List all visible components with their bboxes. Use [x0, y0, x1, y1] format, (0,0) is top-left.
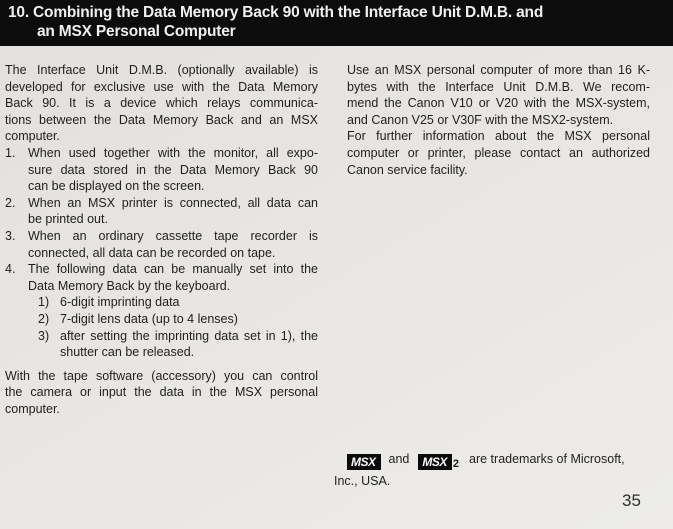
trademark-note	[334, 451, 666, 489]
page-number: 35	[622, 491, 641, 510]
section-header-bar	[0, 0, 673, 46]
list-item-2	[5, 195, 318, 228]
trademark-line-2: Inc., USA.	[334, 473, 391, 488]
right-paragraph-2: For further information about the MSX personal computer or printer, please contact an authorized Canon service facility.	[347, 129, 650, 177]
sub-item-3-number: 3)	[38, 328, 50, 343]
sub-item-2	[38, 311, 318, 328]
trademark-and-text: and	[388, 452, 410, 466]
list-item-1-number: 1.	[5, 145, 16, 160]
list-item-1-text: When used together with the monitor, all expo- sure data stored in the Data Memory Back 90 can be displayed on the screen.	[28, 145, 318, 194]
intro-paragraph: The Interface Unit D.M.B. (optionally available) is developed for exclusive use with the Data Memory Back 90. It is a device which relays communica- tions between the Data Memory Back and an MSX computer.	[5, 63, 318, 144]
list-item-4	[5, 261, 318, 294]
closing-paragraph: With the tape software (accessory) you can control the camera or input the data in the MSX personal computer.	[5, 368, 318, 416]
sub-list	[38, 294, 318, 360]
list-item-4-number: 4.	[5, 262, 16, 277]
sub-item-2-text: 7-digit lens data (up to 4 lenses)	[60, 311, 238, 326]
msx-logo: MSX	[347, 454, 381, 470]
right-column	[347, 62, 650, 178]
sub-item-2-number: 2)	[38, 311, 50, 326]
sub-item-1-number: 1)	[38, 295, 50, 310]
sub-item-1	[38, 294, 318, 311]
list-item-2-text: When an MSX printer is connected, all data can be printed out.	[28, 195, 318, 227]
list-item-1	[5, 145, 318, 195]
trademark-text: are trademarks of Microsoft,	[469, 452, 625, 466]
section-title-line-1: 10. Combining the Data Memory Back 90 with the Interface Unit D.M.B. and	[8, 4, 544, 21]
list-item-2-number: 2.	[5, 195, 16, 210]
msx2-logo: MSX	[418, 454, 452, 470]
list-item-3	[5, 228, 318, 261]
sub-item-3	[38, 328, 318, 361]
msx2-logo-suffix: 2	[452, 458, 460, 470]
left-column	[5, 62, 318, 417]
sub-item-1-text: 6-digit imprinting data	[60, 295, 180, 310]
list-item-3-number: 3.	[5, 228, 16, 243]
right-paragraph-1: Use an MSX personal computer of more than 16 K- bytes with the Interface Unit D.M.B. We recom- mend the Canon V10 or V20 with the MSX-system, and Canon V25 or V30F with the MSX2-system.	[347, 63, 650, 127]
list-item-3-text: When an ordinary cassette tape recorder is connected, all data can be recorded on tape.	[28, 228, 318, 260]
sub-item-3-text: after setting the imprinting data set in 1), the shutter can be released.	[60, 328, 318, 360]
section-title-line-2: an MSX Personal Computer	[37, 22, 236, 40]
list-item-4-text: The following data can be manually set into the Data Memory Back by the keyboard.	[28, 262, 318, 293]
trademark-line-1	[334, 451, 666, 473]
